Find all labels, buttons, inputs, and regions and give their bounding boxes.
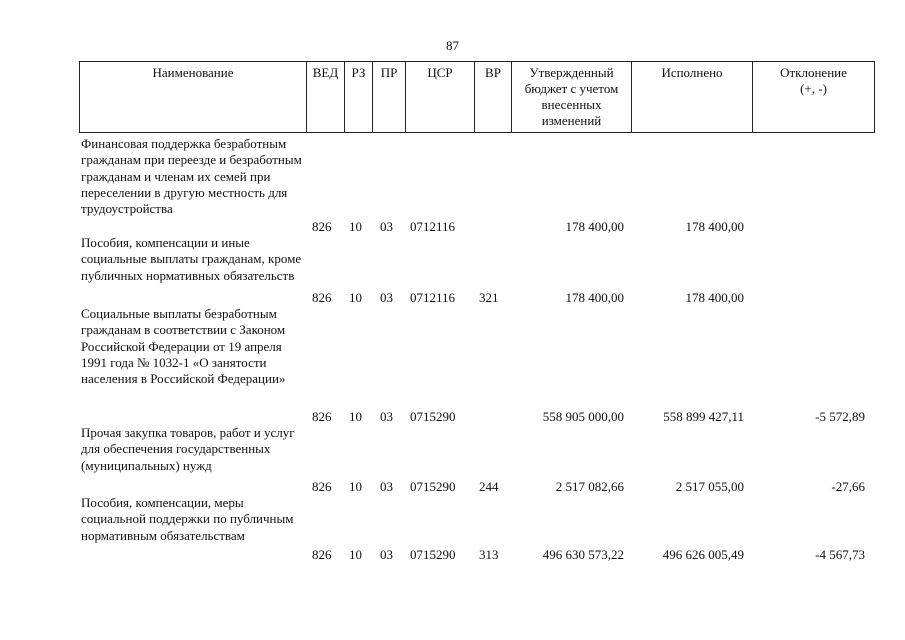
row-rz: 10 (349, 409, 362, 424)
row-vr: 244 (479, 479, 499, 494)
row-pr: 03 (380, 547, 393, 562)
row-name: Финансовая поддержка безработным гражданам при переезде и безработным гражданам и членам их семей при переселении в другую местность для трудоустройства (81, 136, 302, 217)
row-executed: 496 626 005,49 (662, 547, 744, 562)
table-header (79, 61, 875, 133)
row-rz: 10 (349, 219, 362, 234)
header-executed: Исполнено (632, 62, 753, 132)
row-rz: 10 (349, 479, 362, 494)
row-deviation: -4 567,73 (815, 547, 865, 562)
row-approved: 2 517 082,66 (555, 479, 624, 494)
row-csr: 0715290 (410, 409, 456, 424)
page-number: 87 (446, 38, 459, 53)
header-vr: ВР (475, 62, 512, 132)
header-name: Наименование (80, 62, 307, 132)
row-approved: 178 400,00 (565, 219, 624, 234)
header-ved: ВЕД (307, 62, 345, 132)
header-pr: ПР (373, 62, 406, 132)
row-ved: 826 (312, 547, 332, 562)
table-body (79, 136, 875, 563)
row-executed: 558 899 427,11 (663, 409, 744, 424)
row-csr: 0715290 (410, 547, 456, 562)
row-deviation: -27,66 (831, 479, 865, 494)
row-approved: 496 630 573,22 (542, 547, 624, 562)
row-approved: 178 400,00 (565, 290, 624, 305)
row-name: Социальные выплаты безработным гражданам в соответствии с Законом Российской Федерации от 19 апреля 1991 года № 1032-1 «О занятости населения в Российской Федерации» (81, 306, 286, 387)
row-pr: 03 (380, 290, 393, 305)
row-ved: 826 (312, 290, 332, 305)
row-executed: 178 400,00 (685, 219, 744, 234)
row-csr: 0712116 (410, 290, 456, 305)
header-rz: РЗ (345, 62, 373, 132)
row-vr: 321 (479, 290, 499, 305)
table-row (79, 425, 875, 495)
table-row (79, 136, 875, 235)
header-csr: ЦСР (406, 62, 475, 132)
table-row (79, 495, 875, 563)
row-name: Прочая закупка товаров, работ и услуг для обеспечения государственных (муниципальных) нужд (81, 425, 295, 473)
row-ved: 826 (312, 219, 332, 234)
row-deviation: -5 572,89 (815, 409, 865, 424)
header-deviation: Отклонение (+, -) (780, 65, 847, 96)
row-csr: 0712116 (410, 219, 456, 234)
header-approved: Утвержденный бюджет с учетом внесенных изменений (512, 62, 632, 132)
row-name: Пособия, компенсации, меры социальной поддержки по публичным нормативным обязательствам (81, 495, 294, 543)
row-ved: 826 (312, 479, 332, 494)
row-name: Пособия, компенсации и иные социальные выплаты гражданам, кроме публичных нормативных обязательств (81, 235, 302, 283)
row-rz: 10 (349, 290, 362, 305)
row-executed: 178 400,00 (685, 290, 744, 305)
row-executed: 2 517 055,00 (675, 479, 744, 494)
row-ved: 826 (312, 409, 332, 424)
row-pr: 03 (380, 219, 393, 234)
table-row (79, 235, 875, 306)
row-csr: 0715290 (410, 479, 456, 494)
table-row (79, 306, 875, 425)
row-rz: 10 (349, 547, 362, 562)
row-pr: 03 (380, 409, 393, 424)
row-approved: 558 905 000,00 (542, 409, 624, 424)
row-vr: 313 (479, 547, 499, 562)
row-pr: 03 (380, 479, 393, 494)
